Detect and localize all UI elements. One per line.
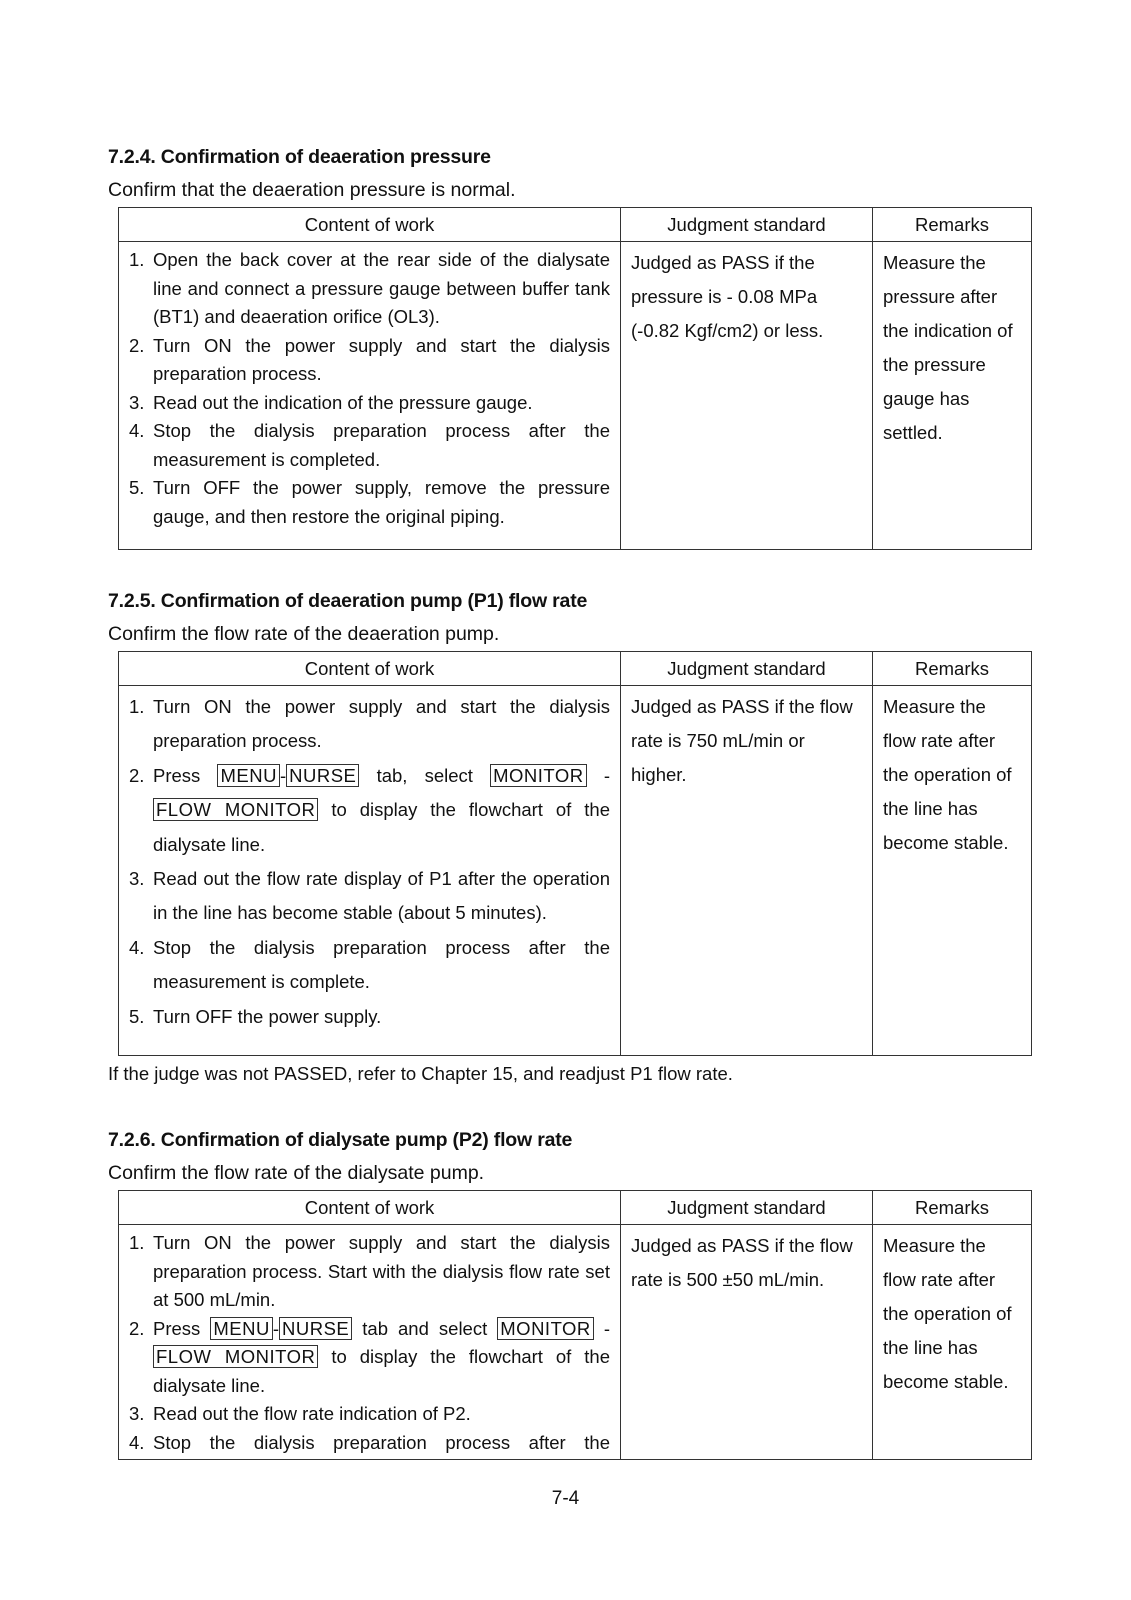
work-step [129, 931, 610, 1000]
header-remarks: Remarks [873, 652, 1032, 686]
section-heading-7-2-5: 7.2.5. Confirmation of deaeration pump (P1) flow rate [108, 590, 588, 612]
header-remarks: Remarks [873, 1191, 1032, 1225]
menu-key: MENU [217, 764, 279, 787]
monitor-key: MONITOR [497, 1317, 594, 1340]
work-steps-list [129, 1229, 610, 1457]
step-text [153, 759, 610, 862]
step-text: Read out the flow rate display of P1 after the operation in the line has become stable (about 5 minutes). [153, 868, 610, 924]
content-of-work-cell [119, 686, 621, 1056]
section-intro-7-2-6: Confirm the flow rate of the dialysate pump. [108, 1162, 485, 1184]
step-text [153, 1315, 610, 1401]
flow-monitor-key: FLOW MONITOR [153, 1345, 318, 1368]
step-text-part: Press [153, 764, 218, 786]
step-text: Turn ON the power supply and start the dialysis preparation process. [153, 334, 610, 384]
work-step [129, 417, 610, 474]
step-text-part: Press [153, 1317, 211, 1339]
step-text-part: - [279, 764, 287, 786]
work-step [129, 1400, 610, 1429]
header-content-of-work: Content of work [119, 208, 621, 242]
menu-key: MENU [210, 1317, 272, 1340]
work-steps-list [129, 690, 610, 1034]
judgment-text: Judged as PASS if the pressure is - 0.08 MPa (-0.82 Kgf/cm2) or less. [631, 252, 824, 341]
work-step [129, 332, 610, 389]
step-number: 4. [129, 420, 145, 441]
remarks-cell [873, 1225, 1032, 1460]
judgment-standard-cell [621, 1225, 873, 1460]
table-deaeration-pump-flow [118, 651, 1032, 1056]
step-text: Stop the dialysis preparation process after the [153, 1431, 610, 1453]
monitor-key: MONITOR [490, 764, 587, 787]
content-of-work-cell [119, 242, 621, 550]
remarks-cell [873, 242, 1032, 550]
readjust-note: If the judge was not PASSED, refer to Chapter 15, and readjust P1 flow rate. [108, 1063, 733, 1084]
step-number: 3. [129, 391, 145, 413]
work-step [129, 1229, 610, 1315]
step-text-part: to display the flowchart of the dialysate line. [153, 1346, 610, 1396]
work-step [129, 862, 610, 931]
work-step [129, 1000, 610, 1034]
step-number: 2. [129, 764, 145, 786]
step-text: Stop the dialysis preparation process after the measurement is complete. [153, 936, 610, 993]
step-text-part: - [593, 1317, 610, 1339]
header-judgment-standard: Judgment standard [621, 652, 873, 686]
step-text-part: tab and select [352, 1317, 498, 1339]
remarks-cell [873, 686, 1032, 1056]
flow-monitor-key: FLOW MONITOR [153, 798, 318, 821]
page-number: 7-4 [551, 1488, 580, 1509]
step-text-part: - [272, 1317, 279, 1339]
judgment-standard-cell [621, 242, 873, 550]
section-intro-7-2-4: Confirm that the deaeration pressure is normal. [108, 179, 516, 201]
step-number: 4. [129, 1431, 145, 1453]
header-judgment-standard: Judgment standard [621, 208, 873, 242]
work-step [129, 759, 610, 862]
work-step [129, 246, 610, 332]
work-step [129, 690, 610, 759]
step-number: 3. [129, 1403, 145, 1424]
step-number: 5. [129, 477, 145, 498]
step-number: 5. [129, 1005, 145, 1027]
judgment-text: Judged as PASS if the flow rate is 500 ±50 mL/min. [631, 1235, 853, 1290]
header-judgment-standard: Judgment standard [621, 1191, 873, 1225]
remarks-text: Measure the pressure after the indication of the pressure gauge has settled. [883, 252, 1013, 443]
judgment-standard-cell [621, 686, 873, 1056]
section-heading-7-2-6: 7.2.6. Confirmation of dialysate pump (P2) flow rate [108, 1129, 573, 1151]
remarks-text: Measure the flow rate after the operation of the line has become stable. [883, 696, 1012, 853]
step-text: Open the back cover at the rear side of the dialysate line and connect a pressure gauge between buffer tank (BT1) and deaeration orifice (OL3). [153, 249, 610, 327]
content-of-work-cell [119, 1225, 621, 1460]
section-intro-7-2-5: Confirm the flow rate of the deaeration pump. [108, 623, 500, 645]
header-content-of-work: Content of work [119, 1191, 621, 1225]
step-text-part: to display the flowchart of the dialysate line. [153, 799, 610, 855]
step-text: Turn ON the power supply and start the dialysis preparation process. [153, 696, 610, 752]
step-text: Turn OFF the power supply. [153, 1005, 382, 1027]
step-text-part: - [586, 764, 610, 786]
step-text: Stop the dialysis preparation process after the measurement is completed. [153, 420, 610, 470]
work-step [129, 389, 610, 418]
header-content-of-work: Content of work [119, 652, 621, 686]
step-text: Read out the indication of the pressure gauge. [153, 391, 533, 413]
step-number: 1. [129, 249, 145, 270]
nurse-key: NURSE [279, 1317, 352, 1340]
step-text: Read out the flow rate indication of P2. [153, 1403, 471, 1424]
step-number: 4. [129, 936, 145, 958]
nurse-key: NURSE [286, 764, 359, 787]
step-number: 2. [129, 334, 145, 356]
step-number: 3. [129, 868, 145, 890]
step-text-part: tab, select [359, 764, 491, 786]
step-number: 1. [129, 696, 145, 717]
step-number: 1. [129, 1232, 145, 1253]
work-steps-list [129, 246, 610, 531]
table-dialysate-pump-flow [118, 1190, 1032, 1460]
header-remarks: Remarks [873, 208, 1032, 242]
remarks-text: Measure the flow rate after the operation of the line has become stable. [883, 1235, 1012, 1392]
step-text: Turn ON the power supply and start the dialysis preparation process. Start with the dialysis flow rate set at 500 mL/min. [153, 1232, 610, 1310]
table-deaeration-pressure [118, 207, 1032, 550]
step-text: Turn OFF the power supply, remove the pressure gauge, and then restore the original piping. [153, 477, 610, 527]
step-number: 2. [129, 1317, 145, 1339]
judgment-text: Judged as PASS if the flow rate is 750 mL/min or higher. [631, 696, 853, 785]
work-step [129, 474, 610, 531]
work-step [129, 1429, 610, 1458]
work-step [129, 1315, 610, 1401]
section-heading-7-2-4: 7.2.4. Confirmation of deaeration pressure [108, 146, 491, 168]
